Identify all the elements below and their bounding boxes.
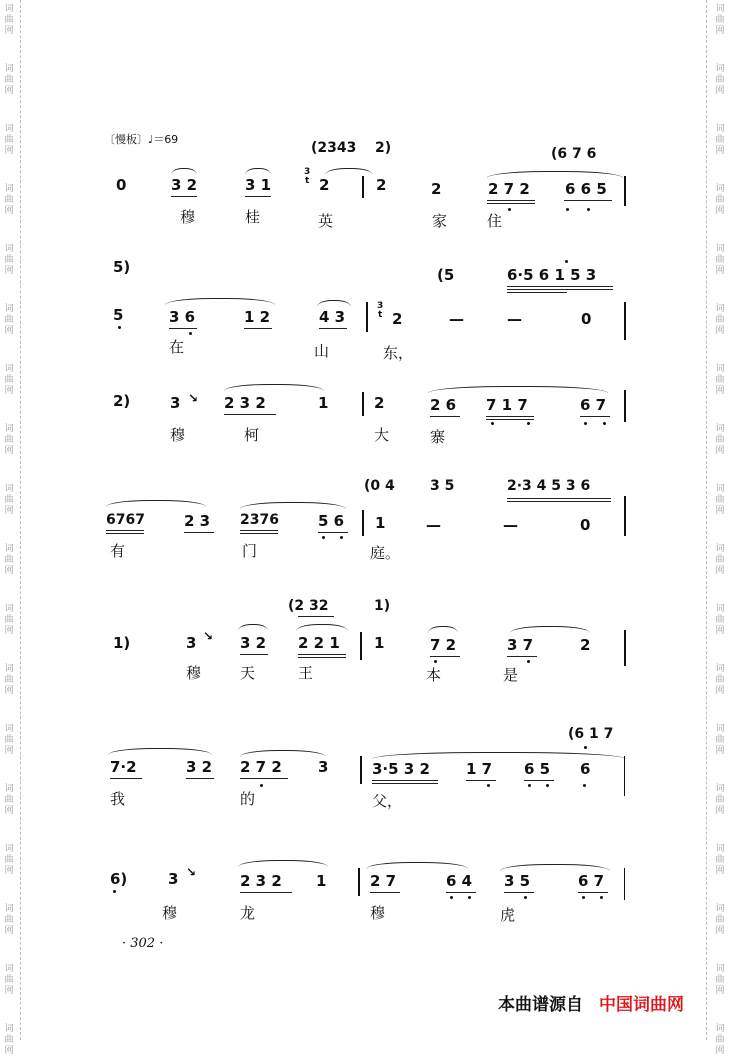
note: 6) bbox=[110, 870, 128, 888]
note: 6 7 bbox=[578, 872, 605, 890]
note: — bbox=[507, 310, 522, 328]
upper-note-group: (0 4 bbox=[364, 478, 395, 494]
note: 0 bbox=[116, 176, 127, 194]
glide-mark: ↘ bbox=[186, 865, 197, 879]
barline bbox=[362, 392, 364, 416]
watermark-text: 词 曲 网 bbox=[715, 424, 725, 456]
watermark-text: 词 曲 网 bbox=[4, 304, 14, 336]
grace-mark: 3 t bbox=[304, 167, 311, 186]
note: 0 bbox=[580, 516, 591, 534]
note: — bbox=[503, 516, 518, 534]
watermark-text: 词 曲 网 bbox=[715, 4, 725, 36]
watermark-text: 词 曲 网 bbox=[4, 184, 14, 216]
barline bbox=[360, 756, 362, 784]
note: 2 3 2 bbox=[240, 872, 282, 890]
upper-note-group: 6·5 6 1 5 3 bbox=[507, 266, 597, 284]
watermark-text: 词 曲 网 bbox=[4, 1024, 14, 1056]
note: 3·5 3 2 bbox=[372, 760, 430, 778]
lyric: 龙 bbox=[240, 904, 256, 922]
note: 1 bbox=[375, 514, 386, 532]
lyric: 父， bbox=[372, 792, 403, 810]
note: 1 7 bbox=[466, 760, 493, 778]
note: 2 bbox=[374, 394, 385, 412]
watermark-text: 词 曲 网 bbox=[4, 784, 14, 816]
barline bbox=[366, 302, 368, 332]
glide-mark: ↘ bbox=[188, 391, 199, 405]
source-prefix: 本曲谱源自 bbox=[498, 995, 583, 1015]
lyric: 穆 bbox=[162, 904, 178, 922]
note: — bbox=[449, 310, 464, 328]
barline bbox=[362, 510, 364, 536]
lyric: 家 bbox=[432, 212, 448, 230]
note: 2 6 bbox=[430, 396, 457, 414]
note: 7·2 bbox=[110, 758, 137, 776]
note: 2 bbox=[431, 180, 442, 198]
note: 5) bbox=[113, 258, 131, 276]
note: 2 7 2 bbox=[240, 758, 282, 776]
watermark-text: 词 曲 网 bbox=[715, 364, 725, 396]
lyric: 住 bbox=[487, 212, 503, 230]
note: 2 2 1 bbox=[298, 634, 340, 652]
watermark-text: 词 曲 网 bbox=[715, 304, 725, 336]
watermark-text: 词 曲 网 bbox=[4, 664, 14, 696]
watermark-text: 词 曲 网 bbox=[715, 64, 725, 96]
lyric: 穆 bbox=[170, 426, 186, 444]
lyric: 王 bbox=[298, 664, 314, 682]
upper-note-group: 2) bbox=[375, 140, 392, 156]
watermark-text: 词 曲 网 bbox=[4, 844, 14, 876]
watermark-text: 词 曲 网 bbox=[715, 604, 725, 636]
watermark-text: 词 曲 网 bbox=[715, 484, 725, 516]
barline bbox=[624, 302, 626, 340]
barline bbox=[360, 632, 362, 660]
barline bbox=[624, 176, 626, 206]
source-brand-link[interactable]: 中国词曲网 bbox=[599, 995, 684, 1015]
upper-note-group: 3 5 bbox=[430, 478, 455, 494]
barline bbox=[624, 630, 626, 666]
barline bbox=[624, 868, 625, 900]
watermark-text: 词 曲 网 bbox=[715, 124, 725, 156]
note: 3 bbox=[168, 870, 179, 888]
lyric: 虎 bbox=[500, 906, 516, 924]
note: 5 bbox=[113, 306, 124, 324]
watermark-text: 词 曲 网 bbox=[4, 364, 14, 396]
note: 2 3 2 bbox=[224, 394, 266, 412]
lyric: 穆 bbox=[370, 904, 386, 922]
note: 3 2 bbox=[240, 634, 267, 652]
upper-note-group: 2·3 4 5 3 6 bbox=[507, 478, 591, 494]
lyric: 是 bbox=[503, 666, 519, 684]
note: 2 7 2 bbox=[488, 180, 530, 198]
lyric: 在 bbox=[169, 338, 185, 356]
watermark-text: 词 曲 网 bbox=[4, 544, 14, 576]
glide-mark: ↘ bbox=[203, 629, 214, 643]
watermark-text: 词 曲 网 bbox=[4, 424, 14, 456]
note: 2 bbox=[580, 636, 591, 654]
barline bbox=[624, 756, 625, 796]
note: 3 7 bbox=[507, 636, 534, 654]
upper-note-group: (6 1 7 bbox=[568, 726, 614, 742]
score-row-6 bbox=[0, 722, 730, 842]
lyric: 有 bbox=[110, 542, 126, 560]
grace-mark: 3 t bbox=[377, 301, 384, 320]
lyric: 山 bbox=[314, 342, 330, 360]
note: 7 2 bbox=[430, 636, 457, 654]
upper-note-group: (6 7 6 bbox=[551, 146, 597, 162]
lyric: 的 bbox=[240, 790, 256, 808]
lyric: 我 bbox=[110, 790, 126, 808]
lyric: 寨 bbox=[430, 428, 446, 446]
watermark-text: 词 曲 网 bbox=[4, 964, 14, 996]
watermark-text: 词 曲 网 bbox=[715, 1024, 725, 1056]
note: 6 7 bbox=[580, 396, 607, 414]
tempo-marking: 〔慢板〕♩＝69 bbox=[104, 133, 179, 146]
watermark-text: 词 曲 网 bbox=[4, 124, 14, 156]
note: 2 7 bbox=[370, 872, 397, 890]
note: 3 1 bbox=[245, 176, 272, 194]
watermark-text: 词 曲 网 bbox=[715, 664, 725, 696]
watermark-text: 词 曲 网 bbox=[715, 544, 725, 576]
note: 6 6 5 bbox=[565, 180, 607, 198]
watermark-text: 词 曲 网 bbox=[4, 244, 14, 276]
note: 3 6 bbox=[169, 308, 196, 326]
note: 1 2 bbox=[244, 308, 271, 326]
score-row-7 bbox=[0, 846, 730, 966]
note: 6767 bbox=[106, 512, 145, 528]
note: 1 bbox=[316, 872, 327, 890]
watermark-text: 词 曲 网 bbox=[715, 724, 725, 756]
page-number: · 302 · bbox=[122, 936, 164, 951]
watermark-text: 词 曲 网 bbox=[4, 904, 14, 936]
upper-note-group: (2 32 bbox=[288, 598, 329, 614]
watermark-text: 词 曲 网 bbox=[715, 904, 725, 936]
watermark-text: 词 曲 网 bbox=[4, 64, 14, 96]
score-row-4 bbox=[0, 474, 730, 594]
watermark-text: 词 曲 网 bbox=[4, 484, 14, 516]
watermark-text: 词 曲 网 bbox=[4, 604, 14, 636]
note: 2) bbox=[113, 392, 131, 410]
note: 2376 bbox=[240, 512, 279, 528]
score-row-5 bbox=[0, 596, 730, 716]
watermark-text: 词 曲 网 bbox=[715, 784, 725, 816]
note: 1 bbox=[374, 634, 385, 652]
lyric: 柯 bbox=[244, 426, 260, 444]
score-row-2 bbox=[0, 258, 730, 378]
note: 6 bbox=[580, 760, 591, 778]
note: 1) bbox=[113, 634, 131, 652]
watermark-text: 词 曲 网 bbox=[4, 724, 14, 756]
watermark-text: 词 曲 网 bbox=[4, 4, 14, 36]
barline bbox=[362, 176, 364, 198]
score-row-1 bbox=[0, 140, 730, 260]
note: 6 4 bbox=[446, 872, 473, 890]
lyric: 东， bbox=[383, 344, 414, 362]
note: 4 3 bbox=[319, 308, 346, 326]
watermark-text: 词 曲 网 bbox=[715, 844, 725, 876]
note: 3 2 bbox=[171, 176, 198, 194]
note: 3 bbox=[318, 758, 329, 776]
lyric: 庭。 bbox=[370, 544, 401, 562]
note: 2 3 bbox=[184, 512, 211, 530]
watermark-text: 词 曲 网 bbox=[715, 244, 725, 276]
barline bbox=[624, 390, 626, 422]
upper-note-group: (5 bbox=[437, 266, 455, 284]
note: 0 bbox=[581, 310, 592, 328]
lyric: 桂 bbox=[245, 208, 261, 226]
note: 3 bbox=[186, 634, 197, 652]
note: 3 2 bbox=[186, 758, 213, 776]
note: 1 bbox=[318, 394, 329, 412]
lyric: 英 bbox=[318, 212, 334, 230]
lyric: 大 bbox=[374, 426, 390, 444]
note: 3 5 bbox=[504, 872, 531, 890]
upper-note-group: (2343 bbox=[311, 140, 357, 156]
barline bbox=[624, 496, 626, 536]
watermark-text: 词 曲 网 bbox=[715, 184, 725, 216]
lyric: 门 bbox=[242, 542, 258, 560]
note: 5 6 bbox=[318, 512, 345, 530]
note: 7 1 7 bbox=[486, 396, 528, 414]
lyric: 穆 bbox=[186, 664, 202, 682]
source-credit bbox=[498, 990, 684, 1015]
note: — bbox=[426, 516, 441, 534]
barline bbox=[358, 868, 360, 896]
note: 2 bbox=[392, 310, 403, 328]
upper-note-group: 1) bbox=[374, 598, 391, 614]
note: 3 bbox=[170, 394, 181, 412]
note: 2 bbox=[319, 176, 330, 194]
lyric: 本 bbox=[426, 666, 442, 684]
watermark-text: 词 曲 网 bbox=[715, 964, 725, 996]
note: 6 5 bbox=[524, 760, 551, 778]
lyric: 天 bbox=[240, 664, 256, 682]
note: 2 bbox=[376, 176, 387, 194]
lyric: 穆 bbox=[180, 208, 196, 226]
